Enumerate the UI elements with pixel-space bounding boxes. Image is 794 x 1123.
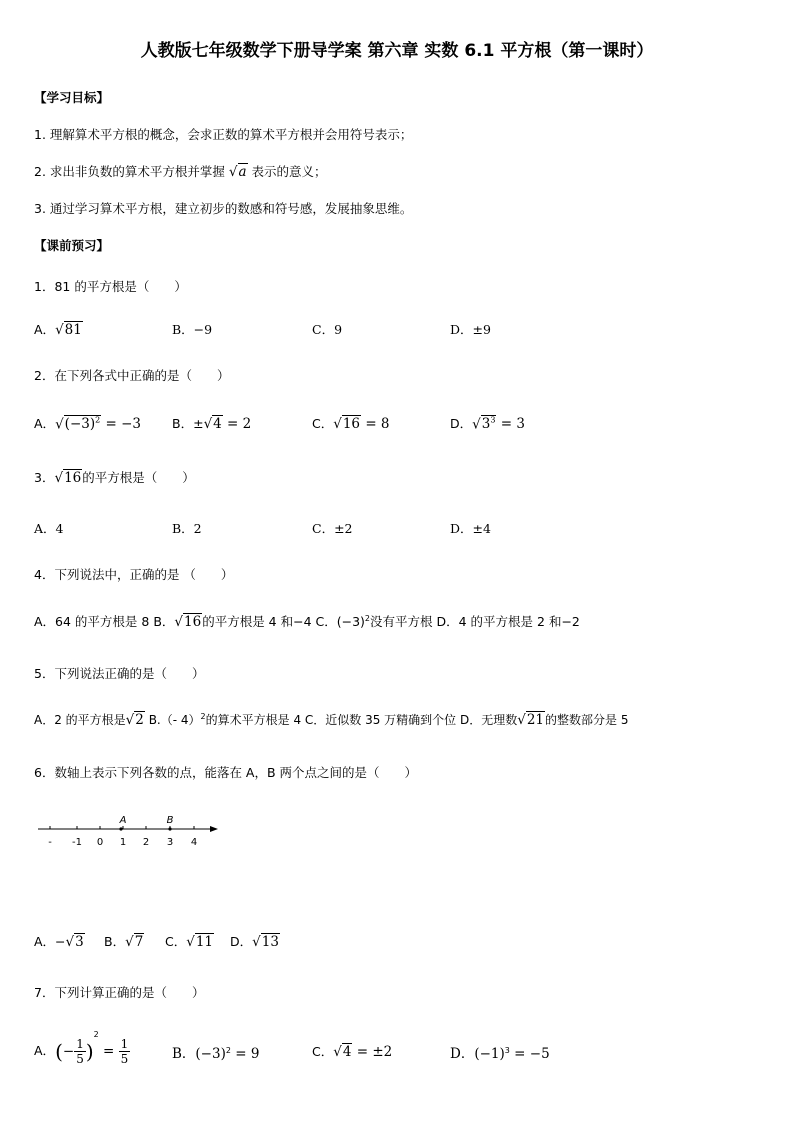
q2-stem: 2．在下列各式中正确的是（ ） (34, 368, 230, 383)
goal-2-text-b: 表示的意义； (251, 164, 327, 179)
q5-options: A．2 的平方根是√2 B.（- 4）$^2$的算术平方根是 4 C．近似数 35 万精确到个位 D．无理数√21的整数部分是 5 (34, 712, 629, 728)
q1-option-d: D．±9 (450, 322, 491, 337)
q2-option-a: A．$√(-3)^2 = -3$ (34, 415, 141, 432)
page-title: 人教版七年级数学下册导学案 第六章 实数 6.1 平方根（第一课时） (140, 41, 654, 61)
q2-option-d: D．$√3^3 = 3$ (450, 415, 525, 432)
q1-option-a: A．√81 (34, 322, 82, 338)
preview-heading: 【课前预习】 (34, 238, 110, 253)
q6-option-c: C．√11 (165, 934, 214, 950)
q3-stem: 3．√16的平方根是（ ） (34, 470, 195, 486)
tick-label: 3 (166, 837, 174, 848)
number-line (34, 812, 224, 852)
goal-2 (34, 162, 327, 180)
tick-label: 2 (142, 837, 150, 848)
goal-1: 1. 理解算术平方根的概念，会求正数的算术平方根并会用符号表示； (34, 127, 413, 142)
q4-options: A．64 的平方根是 8 B．√16的平方根是 4 和−4 C．$(-3)^2$没有平方根 D．4 的平方根是 2 和−2 (34, 613, 580, 630)
q6-option-b: B．√7 (104, 934, 144, 950)
q1-option-c: C．9 (312, 322, 343, 337)
point-b (168, 827, 171, 830)
goals-heading: 【学习目标】 (34, 90, 110, 105)
point-a (119, 827, 122, 830)
q4-stem: 4．下列说法中，正确的是 （ ） (34, 567, 234, 582)
q7-stem: 7．下列计算正确的是（ ） (34, 985, 205, 1000)
q1-option-b: B．−9 (172, 322, 213, 337)
q6-stem: 6．数轴上表示下列各数的点，能落在 A，B 两个点之间的是（ ） (34, 765, 418, 780)
q3-option-d: D．±4 (450, 521, 491, 536)
axis-arrow-icon (210, 826, 218, 832)
q2-option-c: C．√16 = 8 (312, 416, 390, 432)
tick-label: - (48, 837, 52, 848)
q1-stem: 1．81 的平方根是（ ） (34, 279, 187, 294)
q7-option-a: A．(− $\frac{1}{5}$ )$^2$ = $\frac{1}{5}$ (34, 1030, 129, 1066)
point-b-label: B (166, 815, 174, 826)
sqrt-a-expression: √a (228, 164, 247, 180)
q2-option-b: B．±√4 = 2 (172, 416, 252, 432)
goal-3: 3. 通过学习算术平方根，建立初步的数感和符号感，发展抽象思维。 (34, 201, 413, 216)
tick-label: 0 (96, 837, 104, 848)
q6-option-d: D．√13 (230, 934, 279, 950)
q3-option-a: A．4 (34, 521, 64, 536)
q3-option-b: B．2 (172, 521, 202, 536)
q3-option-c: C．±2 (312, 521, 353, 536)
q7-option-d: D．$(-1)^3 = -5$ (450, 1045, 550, 1062)
tick-label: -1 (72, 837, 82, 848)
goal-2-text-a: 2. 求出非负数的算术平方根并掌握 (34, 164, 225, 179)
q7-option-b: B．$(-3)^2 = 9$ (172, 1045, 260, 1062)
q5-stem: 5．下列说法正确的是（ ） (34, 666, 205, 681)
point-a-label: A (119, 815, 127, 826)
tick-label: 4 (190, 837, 198, 848)
q7-option-c: C．√4 = ±2 (312, 1044, 393, 1060)
q6-option-a: A．−√3 (34, 934, 84, 950)
tick-label: 1 (119, 837, 127, 848)
